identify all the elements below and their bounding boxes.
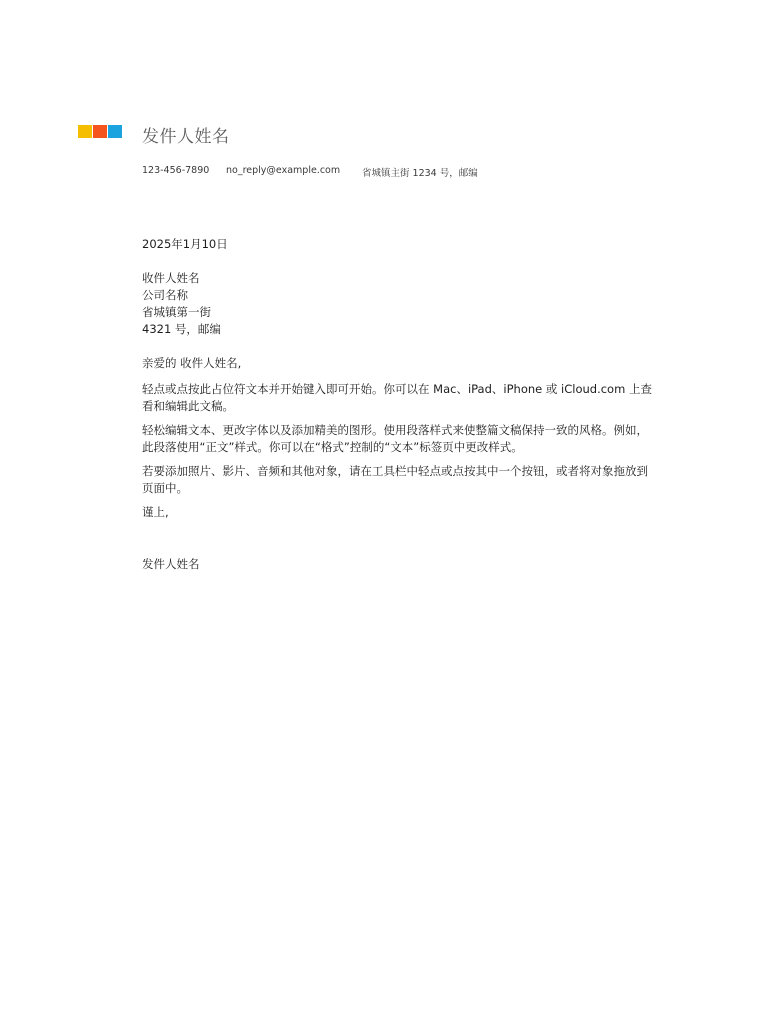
logo bbox=[78, 125, 122, 138]
signature[interactable]: 发件人姓名 bbox=[142, 557, 200, 571]
contact-info bbox=[142, 165, 478, 179]
recipient-company[interactable]: 公司名称 bbox=[142, 288, 188, 302]
body-paragraph[interactable]: 轻松编辑文本、更改字体以及添加精美的图形。使用段落样式来使整篇文稿保持一致的风格。例如，此段落使用“正文”样式。你可以在“格式”控制的“文本”标签页中更改样式。 bbox=[142, 423, 648, 454]
sender-phone[interactable]: 123-456-7890 bbox=[142, 165, 210, 176]
logo-square-yellow bbox=[78, 125, 92, 138]
body-paragraph[interactable]: 若要添加照片、影片、音频和其他对象，请在工具栏中轻点或点按其中一个按钮，或者将对象拖放到页面中。 bbox=[142, 464, 648, 495]
letter-body bbox=[142, 236, 652, 573]
sender-name-heading[interactable]: 发件人姓名 bbox=[142, 127, 230, 147]
letter-date[interactable]: 2025年1月10日 bbox=[142, 237, 228, 251]
recipient-street[interactable]: 省城镇第一街 bbox=[142, 305, 211, 319]
body-paragraph[interactable]: 轻点或点按此占位符文本并开始键入即可开始。你可以在 Mac、iPad、iPhone 或 iCloud.com 上查看和编辑此文稿。 bbox=[142, 382, 652, 413]
sender-address[interactable]: 省城镇主街 1234 号，邮编 bbox=[362, 168, 478, 179]
logo-square-blue bbox=[108, 125, 122, 138]
recipient-city[interactable]: 4321 号，邮编 bbox=[142, 322, 221, 336]
greeting[interactable]: 亲爱的 收件人姓名, bbox=[142, 356, 242, 370]
recipient-name[interactable]: 收件人姓名 bbox=[142, 271, 200, 285]
logo-square-orange bbox=[93, 125, 107, 138]
closing[interactable]: 谨上, bbox=[142, 505, 169, 519]
sender-email[interactable]: no_reply@example.com bbox=[226, 165, 341, 176]
recipient-block bbox=[142, 270, 652, 338]
